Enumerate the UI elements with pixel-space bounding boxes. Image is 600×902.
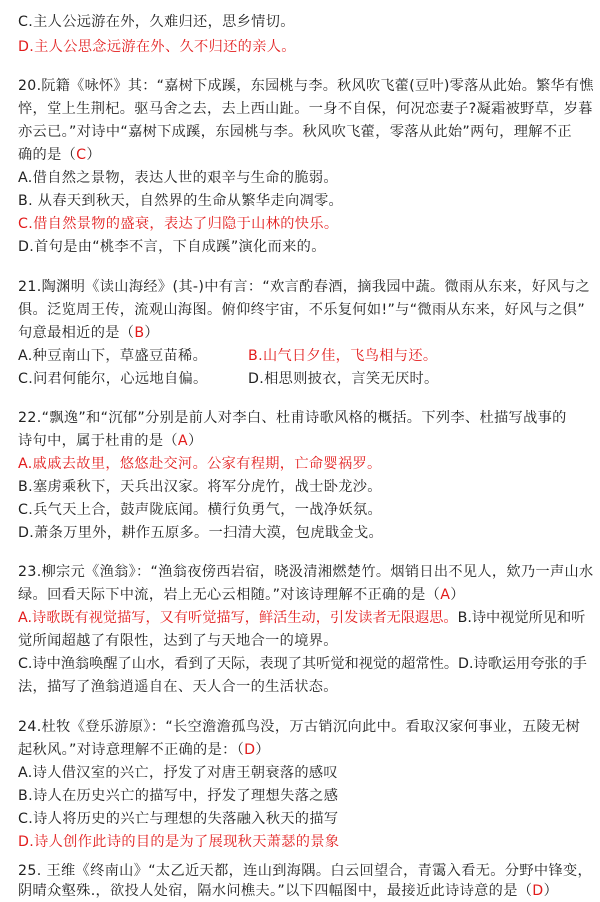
q24-option-c: C.诗人将历史的兴亡与理想的失落融入秋天的描写 [18, 811, 339, 827]
q25-answer: D [532, 883, 544, 899]
q24-stem-line-1: 24.杜牧《登乐游原》：“长空澹澹孤鸟没，万古销沉向此中。看取汉家何事业，五陵无树 [18, 719, 581, 735]
q23-option-line-3: C.诗中渔翁唤醒了山水，看到了天际，表现了其听觉和视觉的超常性。D.诗歌运用夸张的手 [18, 656, 587, 672]
q23-option-b-cont: 觉所闻超越了有限性，达到了与天地合一的境界。 [18, 633, 338, 649]
q24-option-b: B.诗人在历史兴亡的描写中，抒发了理想失落之感 [18, 788, 339, 804]
q22-answer: A [177, 433, 188, 449]
q25-stem-line-2: 阴晴众壑殊.，欲投人处宿，隔水问樵夫。”以下四幅图中，最接近此诗诗意的是（D） [18, 883, 559, 899]
q23-option-line-1 [18, 607, 585, 629]
q20-stem-line-1: 20.阮籍《咏怀》其：“嘉树下成蹊，东园桃与李。秋风吹飞藿(豆叶)零落从此始。繁华有憔 [18, 78, 594, 94]
q21-option-a: A.种豆南山下，草盛豆苗稀。 [18, 348, 208, 364]
q23-option-a: A.诗歌既有视觉描写，又有听觉描写，鲜活生动，引发读者无限遐思。 [18, 610, 458, 626]
q23-stem-line-1: 23.柳宗元《渔翁》：“渔翁夜傍西岩宿，晓汲清湘燃楚竹。烟销日出不见人，欸乃一声山水 [18, 564, 594, 580]
q24-stem-line-2: 起秋风。”对诗意理解不正确的是：（D） [18, 742, 270, 758]
q25-stem-line-1: 25. 王维《终南山》“太乙近天都，连山到海隅。白云回望合，青霭入看无。分野中锋变， [18, 863, 593, 879]
q24-option-a: A.诗人借汉室的兴亡，抒发了对唐王朝衰落的感叹 [18, 765, 338, 781]
q21-options-row-1 [18, 345, 578, 367]
q20-stem-line-2: 悴，堂上生荆杞。驱马舍之去，去上西山趾。一身不自保，何况恋妻子?凝霜被野草，岁暮 [18, 101, 593, 117]
q22-stem-line-1: 22.“飘逸”和“沉郁”分别是前人对李白、杜甫诗歌风格的概括。下列李、杜描写战事的 [18, 410, 567, 426]
q22-stem-line-2: 诗句中，属于杜甫的是（A） [18, 433, 203, 449]
q21-stem-line-2: 俱。泛览周王传，流观山海图。俯仰终宇宙，不乐复何如!”与“微雨从东来，好风与之俱” [18, 302, 586, 318]
q20-answer: C [76, 147, 87, 163]
prev-option-d: D.主人公思念远游在外、久不归还的亲人。 [18, 39, 296, 55]
q21-option-d: D.相思则披衣，言笑无厌时。 [248, 371, 439, 387]
q21-options-row-2 [18, 368, 578, 390]
q20-stem-line-4: 确的是（C） [18, 147, 101, 163]
q20-option-c: C.借自然景物的盛衰，表达了归隐于山林的快乐。 [18, 216, 339, 232]
q24-option-d: D.诗人创作此诗的目的是为了展现秋天萧瑟的景象 [18, 834, 340, 850]
q20-option-b: B. 从春天到秋天，自然界的生命从繁华走向凋零。 [18, 193, 344, 209]
q24-answer: D [244, 742, 256, 758]
q20-option-d: D.首句是由“桃李不言，下自成蹊”演化而来的。 [18, 239, 326, 255]
q21-stem-line-3: 句意最相近的是（B） [18, 325, 159, 341]
q21-answer: B [134, 325, 145, 341]
q21-stem-line-1: 21.陶渊明《读山海经》(其-)中有言：“欢言酌春酒，摘我园中蔬。微雨从东来，好风与之 [18, 279, 590, 295]
q22-option-a: A.戚戚去故里，悠悠赴交河。公家有程期，亡命婴祸罗。 [18, 456, 382, 472]
q23-answer: A [440, 587, 451, 603]
prev-option-c: C.主人公远游在外，久难归还，思乡情切。 [18, 14, 295, 30]
q20-stem-line-3: 亦云已。”对诗中“嘉树下成蹊，东园桃与李。秋风吹飞藿，零落从此始”两句，理解不正 [18, 124, 572, 140]
q23-option-b-start: B.诗中视觉所见和听 [457, 610, 586, 626]
q21-option-c: C.问君何能尔，心远地自偏。 [18, 371, 208, 387]
q20-option-a: A.借自然之景物，表达人世的艰辛与生命的脆弱。 [18, 170, 338, 186]
q22-option-c: C.兵气天上合，鼓声陇底闻。横行负勇气，一战净妖氛。 [18, 502, 383, 518]
q23-option-d-cont: 法，描写了渔翁逍遥自在、天人合一的生活状态。 [18, 679, 338, 695]
q23-stem-line-2: 绿。回看天际下中流，岩上无心云相随。”对该诗理解不正确的是（A） [18, 587, 465, 603]
q22-option-b: B.塞虏乘秋下，天兵出汉家。将军分虎竹，战士卧龙沙。 [18, 479, 382, 495]
q21-option-b: B.山气日夕佳，飞鸟相与还。 [248, 348, 438, 364]
q22-option-d: D.萧条万里外，耕作五原多。一扫清大漠，包虎戢金戈。 [18, 525, 384, 541]
